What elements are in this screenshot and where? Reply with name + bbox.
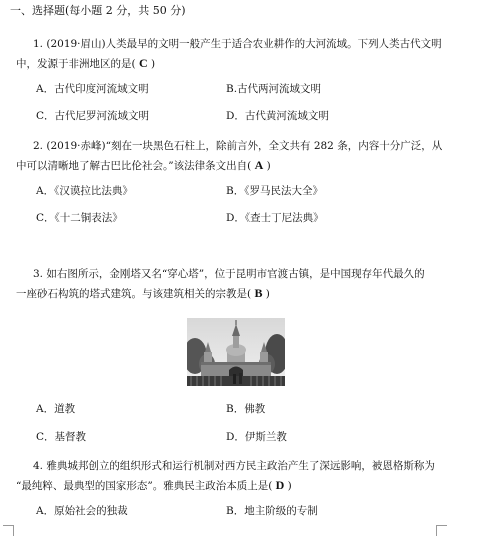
question-2-option-a: A．《汉谟拉比法典》 <box>36 185 133 197</box>
answer-letter: D <box>275 478 285 492</box>
question-3-option-c: C．基督教 <box>36 431 87 443</box>
diamond-pagoda-photo <box>187 318 285 386</box>
section-title: 一、选择题(每小题 2 分，共 50 分) <box>10 4 186 17</box>
answer-letter: C <box>138 56 148 70</box>
question-4-option-a: A．原始社会的独裁 <box>36 505 128 517</box>
question-1-option-b: B.古代两河流域文明 <box>226 83 322 95</box>
question-3-option-b: B．佛教 <box>226 403 266 415</box>
question-3-line-2: 一座砂石构筑的塔式建筑。与该建筑相关的宗教是( B ) <box>16 286 270 300</box>
question-2-option-b: B．《罗马民法大全》 <box>226 185 323 197</box>
question-3-option-a: A．道教 <box>36 403 76 415</box>
question-1-line-1: 1. (2019·眉山)人类最早的文明一般产生于适合农业耕作的大河流域。下列人类古代文明 <box>33 38 442 50</box>
question-2-line-2: 中可以清晰地了解古巴比伦社会。”该法律条文出自( A ) <box>16 158 271 172</box>
question-4-option-b: B．地主阶级的专制 <box>226 505 318 517</box>
corner-mark-left <box>3 525 14 536</box>
corner-mark-right <box>436 525 447 536</box>
answer-letter: B <box>254 286 263 300</box>
answer-letter: A <box>254 158 264 172</box>
question-3-option-d: D．伊斯兰教 <box>226 431 287 443</box>
question-2-option-d: D．《查士丁尼法典》 <box>226 212 324 224</box>
question-1-option-d: D．古代黄河流域文明 <box>226 110 329 122</box>
question-4-line-2: “最纯粹、最典型的国家形态”。雅典民主政治本质上是( D ) <box>16 478 292 492</box>
question-2-line-1: 2. (2019·赤峰)“刻在一块黑色石柱上，除前言外，全文共有 282 条，内容十分广泛，从 <box>33 140 443 152</box>
question-2-option-c: C．《十二铜表法》 <box>36 212 123 224</box>
question-3-line-1: 3. 如右图所示，金刚塔又名“穿心塔”，位于昆明市官渡古镇，是中国现存年代最久的 <box>33 268 425 280</box>
question-1-line-2: 中，发源于非洲地区的是( C ) <box>16 56 156 70</box>
question-4-line-1: 4. 雅典城邦创立的组织形式和运行机制对西方民主政治产生了深远影响，被恩格斯称为 <box>33 460 435 472</box>
question-1-option-a: A．古代印度河流域文明 <box>36 83 149 95</box>
question-1-option-c: C．古代尼罗河流域文明 <box>36 110 150 122</box>
